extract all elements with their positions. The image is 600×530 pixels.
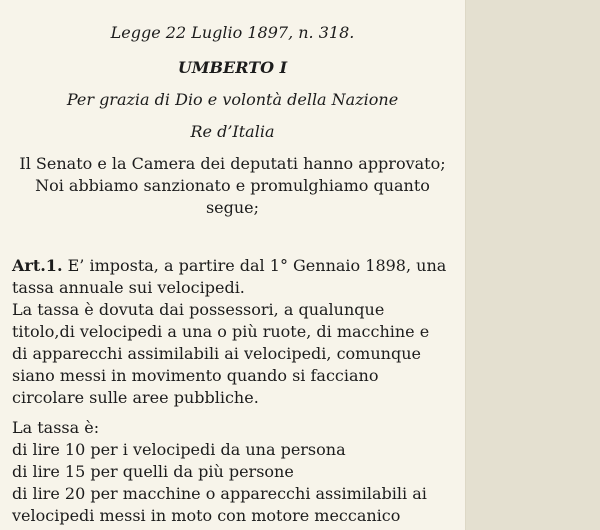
king-name: UMBERTO I	[177, 58, 288, 77]
article-1-first-line	[12, 255, 462, 277]
preamble-line: Noi abbiamo sanzionato e promulghiamo quanto	[35, 176, 430, 195]
article-1-line: tassa annuale sui velocipedi.	[12, 278, 245, 297]
article-1-text-start: E’ imposta, a partire dal 1° Gennaio 1898, una	[62, 256, 447, 275]
preamble	[0, 153, 465, 219]
preamble-line: segue;	[205, 198, 260, 217]
article-1-line: La tassa è dovuta dai possessori, a qualunque	[12, 300, 385, 319]
side-panel	[465, 0, 600, 530]
tax-rate-line: di lire 20 per macchine o apparecchi assimilabili ai	[12, 484, 427, 503]
tax-rates	[12, 417, 462, 527]
article-1-line: circolare sulle aree pubbliche.	[12, 388, 259, 407]
law-reference: Legge 22 Luglio 1897, n. 318.	[110, 23, 355, 42]
tax-rate-line: di lire 15 per quelli da più persone	[12, 462, 294, 481]
preamble-line: Il Senato e la Camera dei deputati hanno approvato;	[19, 154, 446, 173]
grace-line: Per grazia di Dio e volontà della Nazione	[66, 90, 399, 109]
article-1-line: di apparecchi assimilabili ai velocipedi, comunque	[12, 344, 421, 363]
tax-rate-line: di lire 10 per i velocipedi da una persona	[12, 440, 346, 459]
article-1	[12, 255, 462, 409]
article-1-line: titolo,di velocipedi a una o più ruote, di macchine e	[12, 322, 430, 341]
tax-rate-line: velocipedi messi in moto con motore meccanico	[12, 506, 401, 525]
article-label: Art.1.	[12, 256, 63, 275]
tax-rates-intro: La tassa è:	[12, 418, 100, 437]
king-title: Re d’Italia	[190, 122, 275, 141]
article-1-line: siano messi in movimento quando si facciano	[12, 366, 379, 385]
